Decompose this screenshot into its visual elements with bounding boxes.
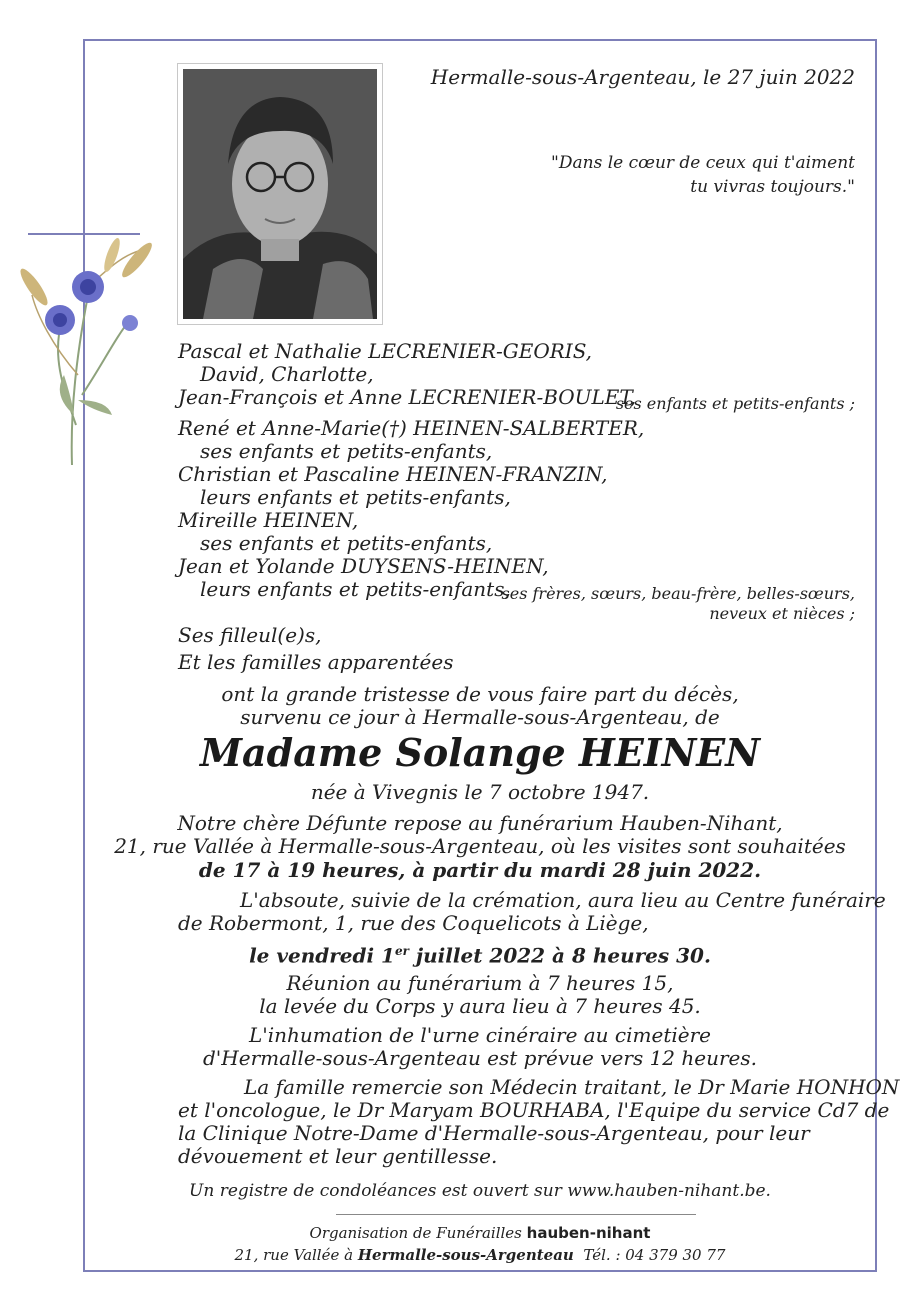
detail-line: L'absoute, suivie de la crémation, aura lieu au Centre funéraire: [240, 888, 886, 912]
detail-line: la Clinique Notre-Dame d'Hermalle-sous-Argenteau, pour leur: [178, 1121, 810, 1145]
family-line: ses enfants et petits-enfants,: [200, 439, 493, 463]
detail-line: de Robermont, 1, rue des Coquelicots à Liège,: [178, 911, 649, 935]
detail-line: 21, rue Vallée à Hermalle-sous-Argenteau, où les visites sont souhaitées: [114, 834, 846, 858]
visit-hours-text: de 17 à 19 heures, à partir du mardi 28 juin 2022: [198, 858, 755, 882]
family-line: Pascal et Nathalie LECRENIER-GEORIS,: [178, 339, 593, 363]
family-line: Et les familles apparentées: [178, 650, 454, 674]
birth-line: née à Vivegnis le 7 octobre 1947.: [310, 780, 650, 804]
family-line: leurs enfants et petits-enfants,: [200, 485, 511, 509]
detail-line: L'inhumation de l'urne cinéraire au cimetière: [248, 1023, 711, 1047]
ceremony-date: le vendredi 1er juillet 2022 à 8 heures 30.: [249, 943, 711, 968]
announce-line: ont la grande tristesse de vous faire part du décès,: [221, 682, 739, 706]
detail-line: Réunion au funérarium à 7 heures 15,: [286, 971, 674, 995]
family-line: ses enfants et petits-enfants,: [200, 531, 493, 555]
quote-line-2: tu vivras toujours.": [690, 177, 855, 197]
family-note: ses frères, sœurs, beau-frère, belles-sœurs,: [501, 584, 855, 603]
detail-line: Notre chère Défunte repose au funérarium Hauben-Nihant,: [177, 811, 783, 835]
detail-line: d'Hermalle-sous-Argenteau est prévue vers 12 heures.: [203, 1046, 757, 1070]
detail-line: et l'oncologue, le Dr Maryam BOURHABA, l'Equipe du service Cd7 de: [178, 1098, 890, 1122]
footer-divider: [336, 1214, 696, 1215]
detail-line: la levée du Corps y aura lieu à 7 heures 45.: [259, 994, 701, 1018]
family-note: ses enfants et petits-enfants ;: [615, 394, 855, 413]
family-line: David, Charlotte,: [200, 362, 374, 386]
family-note: neveux et nièces ;: [709, 604, 855, 623]
family-line: Jean-François et Anne LECRENIER-BOULET,: [178, 385, 637, 409]
family-line: leurs enfants et petits-enfants,: [200, 577, 511, 601]
family-line: Jean et Yolande DUYSENS-HEINEN,: [178, 554, 549, 578]
portrait-image: [183, 69, 377, 319]
family-line: Mireille HEINEN,: [178, 508, 359, 532]
condolence-register: Un registre de condoléances est ouvert sur www.hauben-nihant.be.: [189, 1181, 771, 1201]
family-line: René et Anne-Marie(†) HEINEN-SALBERTER,: [178, 416, 645, 440]
footer-line-2: 21, rue Vallée à Hermalle-sous-Argenteau Tél. : 04 379 30 77: [234, 1246, 726, 1264]
portrait-photo: [177, 63, 383, 325]
place-date: Hermalle-sous-Argenteau, le 27 juin 2022: [430, 65, 855, 89]
family-line: Christian et Pascaline HEINEN-FRANZIN,: [178, 462, 608, 486]
family-line: Ses filleul(e)s,: [178, 623, 322, 647]
cornflower-bouquet-icon: [12, 225, 152, 475]
visit-hours: de 17 à 19 heures, à partir du mardi 28 juin 2022.: [198, 858, 762, 882]
announce-line: survenu ce jour à Hermalle-sous-Argenteau, de: [240, 705, 720, 729]
quote-line-1: "Dans le cœur de ceux qui t'aiment: [551, 153, 855, 173]
deceased-name: Madame Solange HEINEN: [199, 730, 761, 775]
footer-line-1: Organisation de Funérailles hauben-nihant: [309, 1224, 651, 1242]
detail-line: dévouement et leur gentillesse.: [178, 1144, 498, 1168]
brand-logo: hauben-nihant: [526, 1224, 651, 1242]
detail-line: La famille remercie son Médecin traitant, le Dr Marie HONHON: [244, 1075, 900, 1099]
